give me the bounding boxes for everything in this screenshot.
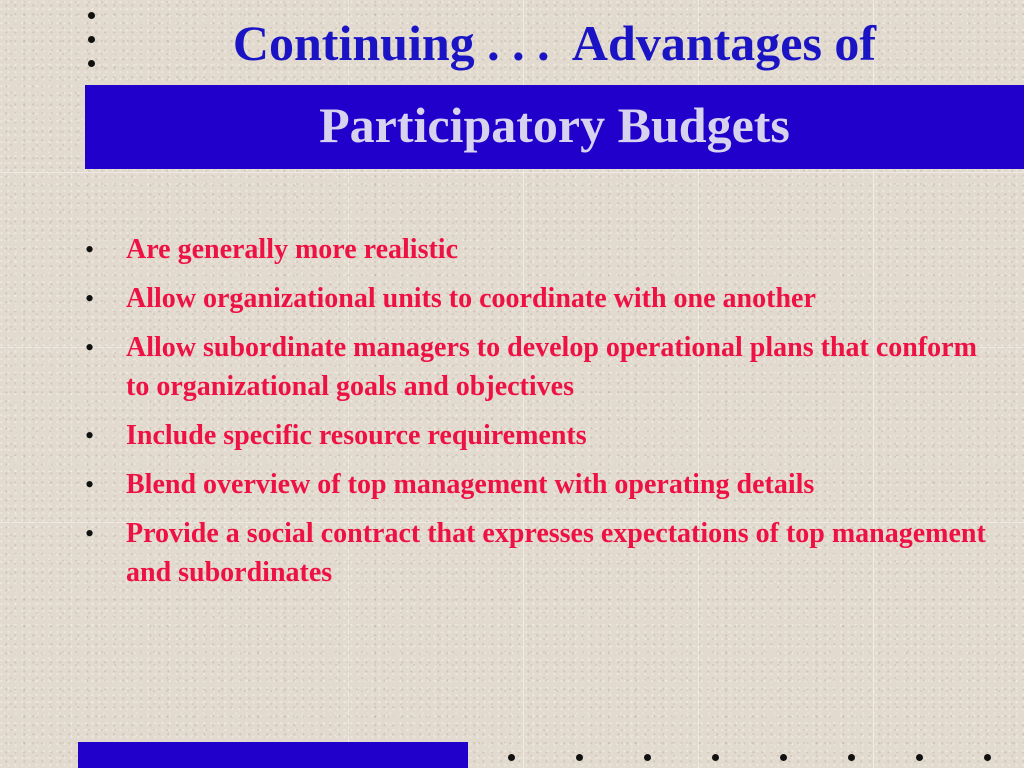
bullet-item	[85, 230, 1005, 269]
decorative-dots-horizontal	[508, 754, 1008, 768]
bullet-icon: •	[85, 421, 95, 450]
bullet-list	[85, 230, 1005, 602]
slide-title-line-2: Participatory Budgets	[319, 97, 790, 153]
dot-icon	[984, 754, 991, 761]
dot-icon	[848, 754, 855, 761]
footer-bar	[78, 742, 468, 768]
bullet-icon: •	[85, 470, 95, 499]
bullet-item	[85, 279, 1005, 318]
grid-line	[0, 172, 1024, 173]
bullet-item	[85, 416, 1005, 455]
bullet-text: Blend overview of top management with operating details	[126, 469, 815, 500]
bullet-text: Provide a social contract that expresses expectations of top management and subordinates	[126, 518, 986, 588]
bullet-item	[85, 514, 1005, 592]
bullet-item	[85, 328, 1005, 406]
dot-icon	[780, 754, 787, 761]
dot-icon	[576, 754, 583, 761]
dot-icon	[508, 754, 515, 761]
slide-title-line-1: Continuing . . . Advantages of	[232, 15, 877, 71]
bullet-icon: •	[85, 284, 95, 313]
dot-icon	[644, 754, 651, 761]
bullet-text: Allow organizational units to coordinate with one another	[126, 283, 816, 314]
bullet-item	[85, 465, 1005, 504]
bullet-text: Allow subordinate managers to develop operational plans that conform to organizational goals and objectives	[126, 332, 977, 402]
bullet-icon: •	[85, 235, 95, 264]
dot-icon	[916, 754, 923, 761]
bullet-icon: •	[85, 519, 95, 548]
bullet-text: Include specific resource requirements	[126, 420, 587, 451]
bullet-text: Are generally more realistic	[126, 234, 458, 265]
bullet-icon: •	[85, 333, 95, 362]
dot-icon	[712, 754, 719, 761]
